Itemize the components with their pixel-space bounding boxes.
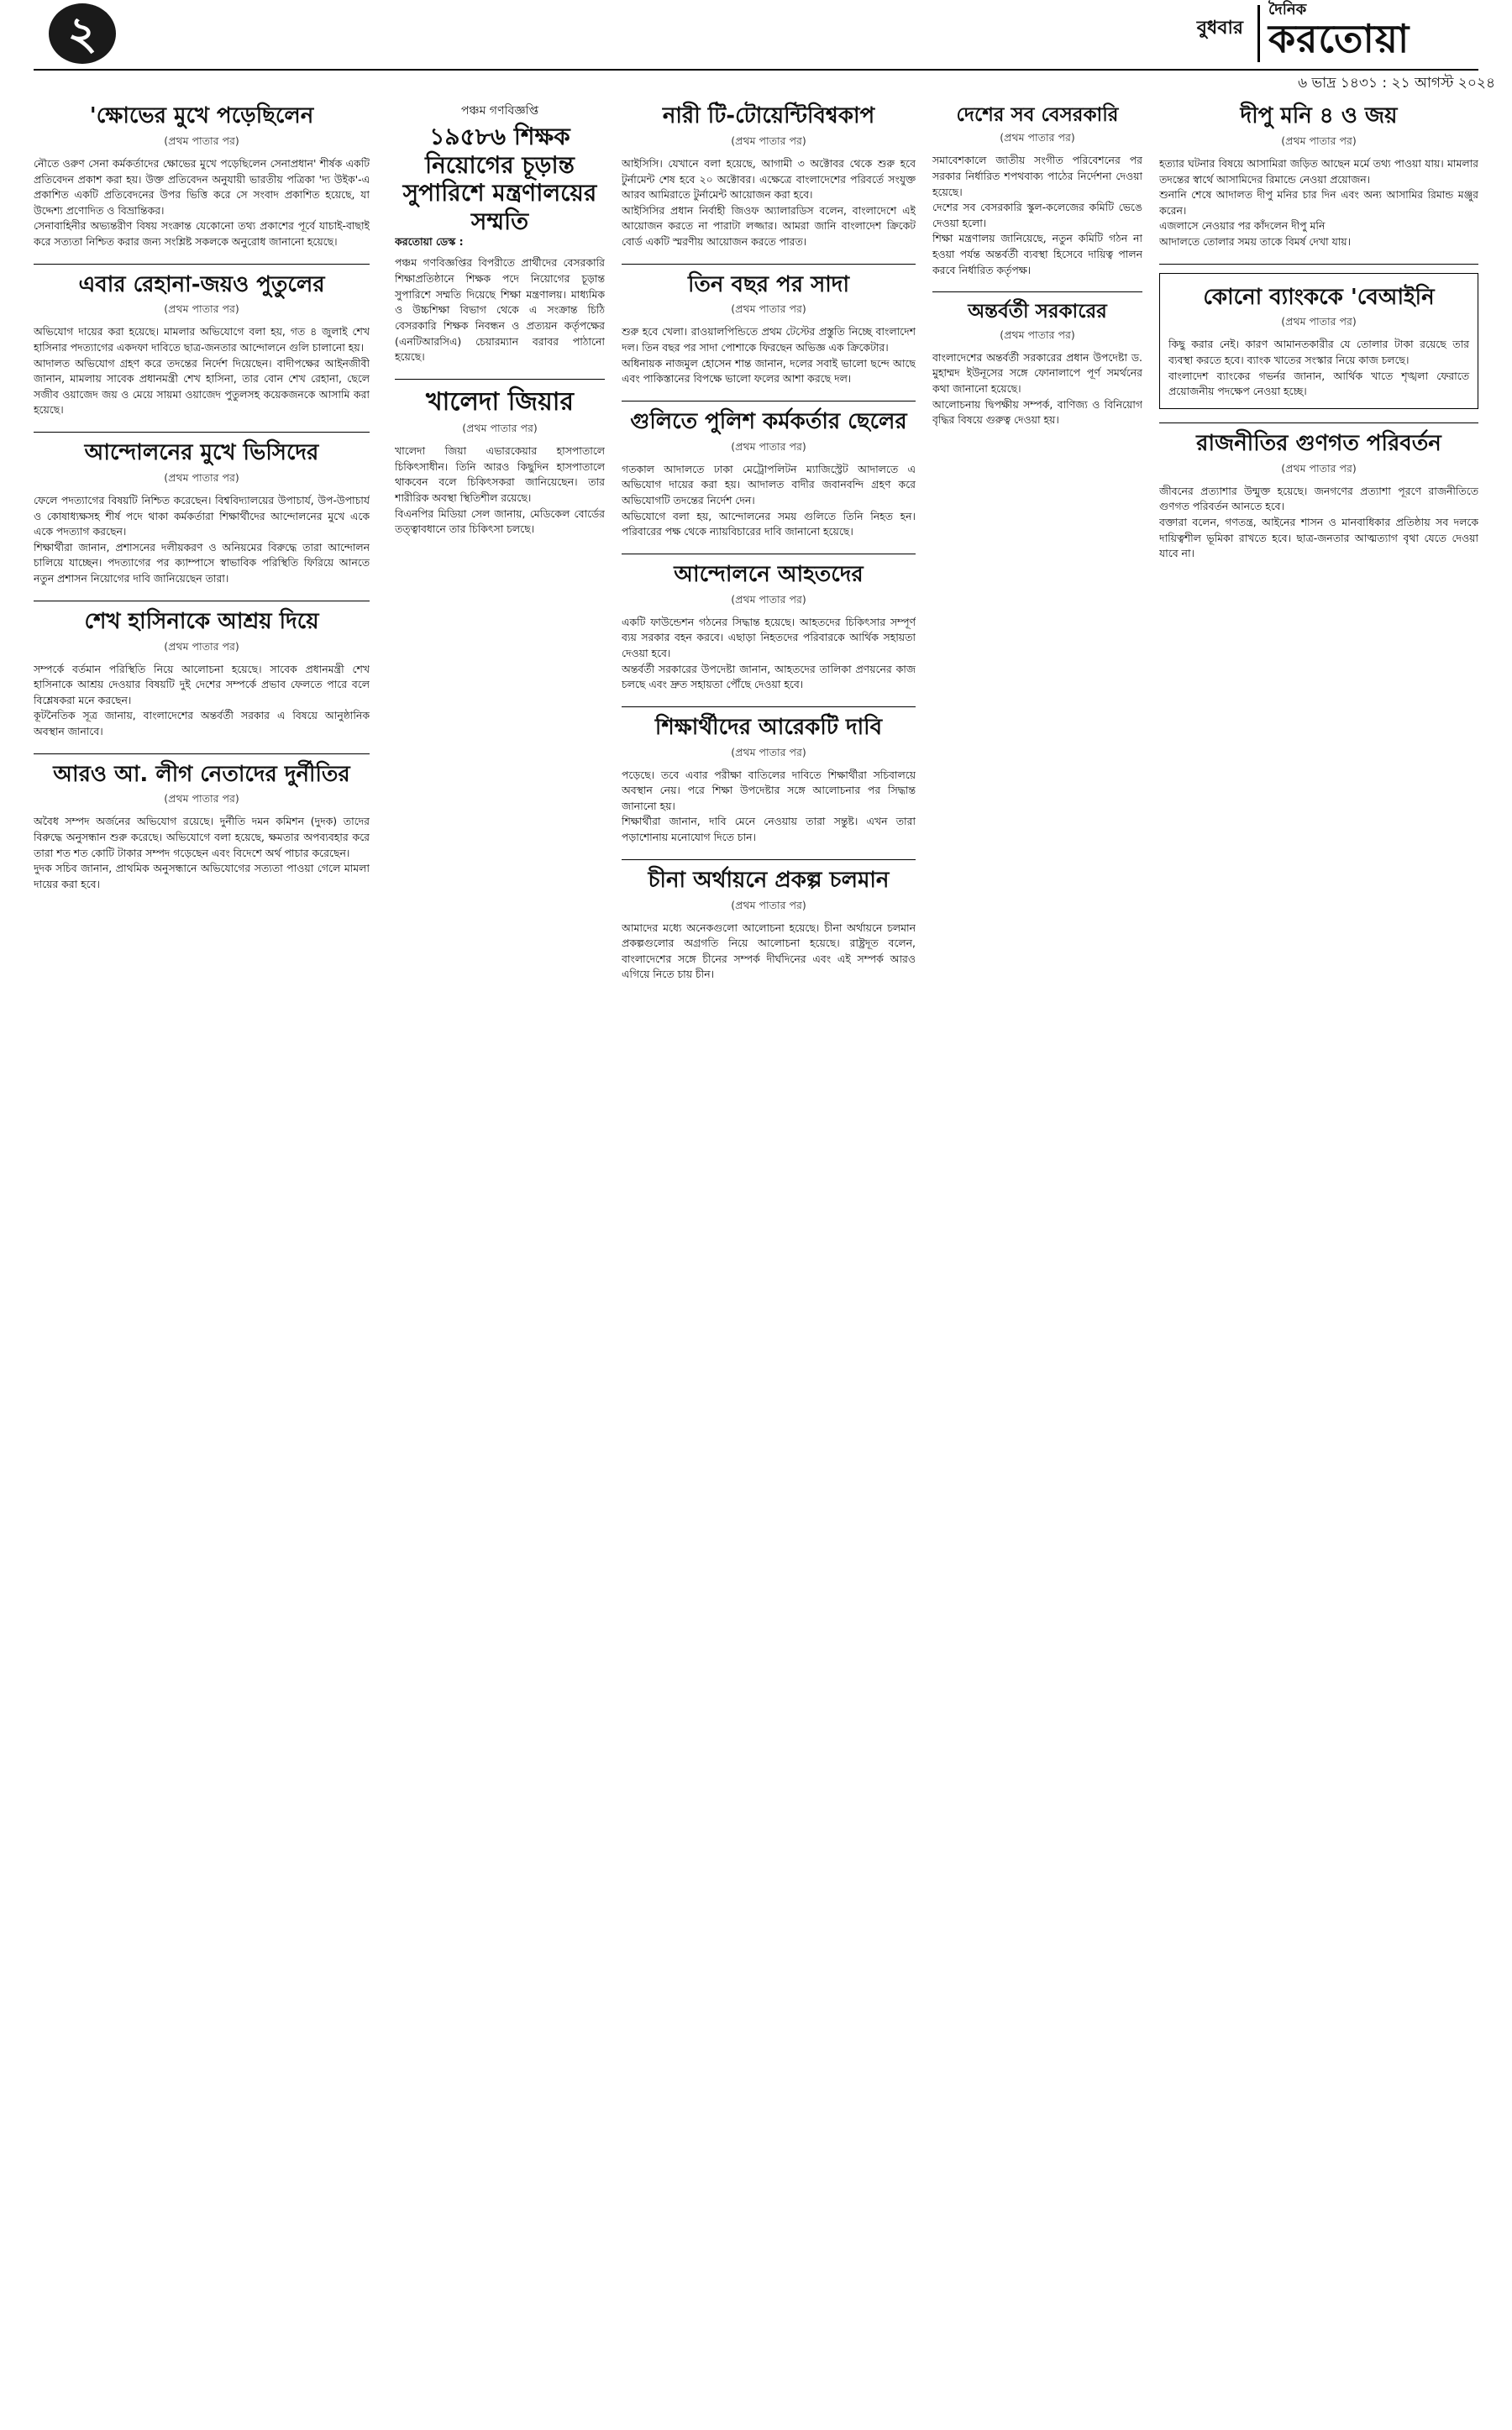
story-injured	[622, 563, 916, 693]
date-line: ৬ ভাদ্র ১৪৩১ : ২১ আগস্ট ২০২৪	[1298, 75, 1495, 92]
story-continued: (প্রথম পাতার পর)	[731, 745, 806, 758]
story-title: নারী টি-টোয়েন্টিবিশ্বকাপ	[662, 103, 875, 129]
story-hasina-asylum	[34, 610, 370, 740]
story-body: খালেদা জিয়া এভারকেয়ার হাসপাতালে চিকিৎসাধীন। তিনি আরও কিছুদিন হাসপাতালে থাকবেন বলে চিকিৎসকরা জানিয়েছেন। তার শারীরিক অবস্থা স্থিতিশীল রয়েছে। বিএনপির মিডিয়া সেল জানায়, মেডিকেল বোর্ডের তত্ত্বাবধানে তার চিকিৎসা চলছে।	[395, 444, 605, 536]
column-4	[932, 101, 1142, 2402]
day-label: বুধবার	[1196, 18, 1243, 39]
story-body: গতকাল আদালতে ঢাকা মেট্রোপলিটন ম্যাজিস্ট্রেট আদালতে এ অভিযোগ দায়ের করা হয়। আদালত বাদীর জবানবন্দি গ্রহণ করে অভিযোগটি তদন্তের নির্দেশ দেন। অভিযোগে বলা হয়, আন্দোলনের সময় গুলিতে তিনি নিহত হন। পরিবারের পক্ষ থেকে ন্যায়বিচারের দাবি জানানো হয়েছে।	[622, 462, 916, 538]
divider	[34, 753, 370, 754]
column-1	[34, 101, 370, 2402]
story-continued: (প্রথম পাতার পর)	[731, 592, 806, 606]
story-body: আইসিসি। যেখানে বলা হয়েছে, আগামী ৩ অক্টোবর থেকে শুরু হবে টুর্নামেন্ট শেষ হবে ২০ অক্টোবর। এক্ষেত্রে বাংলাদেশের পরিবর্তে সংযুক্ত আরব আমিরাতে টুর্নামেন্ট আয়োজন করা হবে। আইসিসির প্রধান নির্বাহী জিওফ অ্যালারডিস বলেন, বাংলাদেশে এই আয়োজন করতে না পারাটা লজ্জার। আমরা জানি বাংলাদেশ ক্রিকেট বোর্ড একটি স্মরণীয় আয়োজন করতে পারত।	[622, 156, 916, 248]
story-continued: (প্রথম পাতার পর)	[462, 422, 538, 435]
story-china-projects	[622, 869, 916, 983]
story-continued: (প্রথম পাতার পর)	[164, 792, 239, 806]
story-title: ১৯৫৮৬ শিক্ষক নিয়োগের চূড়ান্ত সুপারিশে মন্ত্রণালয়ের সম্মতি	[402, 123, 597, 235]
story-title: গুলিতে পুলিশ কর্মকর্তার ছেলের	[630, 408, 907, 434]
story-title: অন্তর্বর্তী সরকারের	[968, 301, 1107, 323]
story-rehana-joy	[34, 273, 370, 419]
story-continued: (প্রথম পাতার পর)	[1000, 328, 1075, 341]
story-vc-resign	[34, 441, 370, 587]
story-police-son	[622, 410, 916, 540]
story-body: নৌতে ওরুণ সেনা কর্মকর্তাদের ক্ষোভের মুখে পড়েছিলেন সেনাপ্রধান' শীর্ষক একটি প্রতিবেদন প্রকাশ করা হয়। উক্ত প্রতিবেদন অনুযায়ী ভারতীয় পত্রিকা 'দ্য উইক'-এ প্রকাশিত একটি প্রতিবেদনের উপর ভিত্তি করে সে সংবাদ প্রকাশিত হয়েছে, যা উদ্দেশ্য প্রণোদিত ও বিভ্রান্তিকর। সেনাবাহিনীর অভ্যন্তরীণ বিষয় সংক্রান্ত যেকোনো তথ্য প্রকাশের পূর্বে যাচাই-বাছাই করে সত্যতা নিশ্চিত করার জন্য সংশ্লিষ্ট সকলকে অনুরোধ জানানো হয়েছে।	[34, 156, 370, 248]
story-body: জীবনের প্রত্যাশার উন্মুক্ত হয়েছে। জনগণের প্রত্যাশা পূরণে রাজনীতিতে গুণগত পরিবর্তন আনতে হবে। বক্তারা বলেন, গণতন্ত্র, আইনের শাসন ও মানবাধিকার প্রতিষ্ঠায় সব দলকে দায়িত্বশীল ভূমিকা রাখতে হবে। ছাত্র-জনতার আত্মত্যাগ বৃথা যেতে দেওয়া যাবে না।	[1159, 484, 1478, 560]
divider	[622, 264, 916, 265]
story-private-schools	[932, 104, 1142, 278]
story-continued: (প্রথম পাতার পর)	[164, 134, 239, 147]
column-3	[622, 101, 916, 2402]
story-continued: (প্রথম পাতার পর)	[731, 134, 806, 147]
story-continued: (প্রথম পাতার পর)	[1281, 134, 1357, 147]
story-title: তিন বছর পর সাদা	[687, 271, 849, 297]
story-title: 'ক্ষোভের মুখে পড়েছিলেন	[89, 103, 314, 129]
story-body: অভিযোগ দায়ের করা হয়েছে। মামলার অভিযোগে বলা হয়, গত ৪ জুলাই শেখ হাসিনার পদত্যাগের একদফা দাবিতে ছাত্র-জনতার আন্দোলনে গুলি চালানো হয়। আদালত অভিযোগ গ্রহণ করে তদন্তের নির্দেশ দিয়েছেন। বাদীপক্ষের আইনজীবী জানান, মামলায় সাবেক প্রধানমন্ত্রী শেখ হাসিনা, তার বোন শেখ রেহানা, ছেলে সজীব ওয়াজেদ জয় ও মেয়ে সায়মা ওয়াজেদ পুতুলসহ কয়েকজনকে আসামি করা হয়েছে।	[34, 325, 370, 417]
story-title: আন্দোলনে আহতদের	[674, 561, 864, 587]
story-title: শিক্ষার্থীদের আরেকটি দাবি	[654, 714, 883, 740]
story-continued: (প্রথম পাতার পর)	[164, 302, 239, 316]
divider	[1159, 264, 1478, 265]
story-interim-govt	[932, 301, 1142, 428]
story-title: আরও আ. লীগ নেতাদের দুর্নীতির	[53, 761, 350, 787]
story-dipu-moni	[1159, 104, 1478, 250]
story-kicker: পঞ্চম গণবিজ্ঞপ্তি	[460, 104, 539, 118]
story-title: চীনা অর্থায়নে প্রকল্প চলমান	[648, 867, 890, 893]
story-army-chief	[34, 104, 370, 250]
story-title: শেখ হাসিনাকে আশ্রয় দিয়ে	[84, 608, 319, 634]
story-continued: (প্রথম পাতার পর)	[731, 439, 806, 453]
newspaper-logo	[1268, 2, 1462, 60]
story-title: দেশের সব বেসরকারি	[956, 104, 1119, 126]
story-body: বাংলাদেশের অন্তর্বর্তী সরকারের প্রধান উপদেষ্টা ড. মুহাম্মদ ইউনূসের সঙ্গে ফোনালাপে পূর্ণ সমর্থনের কথা জানানো হয়েছে। আলোচনায় দ্বিপক্ষীয় সম্পর্ক, বাণিজ্য ও বিনিয়োগ বৃদ্ধির বিষয়ে গুরুত্ব দেওয়া হয়।	[932, 350, 1142, 427]
story-body: অবৈধ সম্পদ অর্জনের অভিযোগ রয়েছে। দুর্নীতি দমন কমিশন (দুদক) তাদের বিরুদ্ধে অনুসন্ধান শুরু করেছে। অভিযোগে বলা হয়েছে, ক্ষমতার অপব্যবহার করে তারা শত শত কোটি টাকার সম্পদ গড়েছেন এবং বিদেশে অর্থ পাচার করেছেন। দুদক সচিব জানান, প্রাথমিক অনুসন্ধানে অভিযোগের সত্যতা পাওয়া গেলে মামলা দায়ের করা হবে।	[34, 815, 370, 890]
story-khaleda	[395, 388, 605, 538]
divider	[622, 401, 916, 402]
masthead-divider	[1257, 5, 1260, 62]
story-continued: (প্রথম পাতার পর)	[1000, 131, 1075, 144]
divider	[932, 291, 1142, 292]
column-2	[395, 101, 605, 2402]
story-title: কোনো ব্যাংককে 'বেআইনি	[1203, 284, 1435, 310]
story-body: সমাবেশকালে জাতীয় সংগীত পরিবেশনের পর সরকার নির্ধারিত শপথবাক্য পাঠের নির্দেশনা দেওয়া হয়েছে। দেশের সব বেসরকারি স্কুল-কলেজের কমিটি ভেঙে দেওয়া হলো। শিক্ষা মন্ত্রণালয় জানিয়েছে, নতুন কমিটি গঠন না হওয়া পর্যন্ত অন্তর্বর্তী ব্যবস্থা হিসেবে দায়িত্ব পালন করবে নির্ধারিত কর্তৃপক্ষ।	[932, 154, 1142, 276]
masthead	[34, 0, 1478, 71]
story-body: পড়েছে। তবে এবার পরীক্ষা বাতিলের দাবিতে শিক্ষার্থীরা সচিবালয়ে অবস্থান নেয়। পরে শিক্ষা উপদেষ্টার সঙ্গে আলোচনার পর সিদ্ধান্ত জানানো হয়। শিক্ষার্থীরা জানান, দাবি মেনে নেওয়ায় তারা সন্তুষ্ট। এখন তারা পড়াশোনায় মনোযোগ দিতে চান।	[622, 768, 916, 844]
story-body: আমাদের মধ্যে অনেকগুলো আলোচনা হয়েছে। চীনা অর্থায়নে চলমান প্রকল্পগুলোর অগ্রগতি নিয়ে আলোচনা হয়েছে। রাষ্ট্রদূত বলেন, বাংলাদেশের সঙ্গে চীনের সম্পর্ক দীর্ঘদিনের এবং এই সম্পর্ক আরও এগিয়ে নিতে চায় চীন।	[622, 921, 916, 981]
divider	[622, 706, 916, 707]
divider	[1159, 422, 1478, 423]
page-number: ২	[49, 3, 116, 64]
story-body: ফেলে পদত্যাগের বিষয়টি নিশ্চিত করেছেন। বিশ্ববিদ্যালয়ের উপাচার্য, উপ-উপাচার্য ও কোষাধ্যক্ষসহ শীর্ষ পদে থাকা কর্মকর্তারা শিক্ষার্থীদের আন্দোলনের মুখে একে একে পদত্যাগ করছেন। শিক্ষার্থীরা জানান, প্রশাসনের দলীয়করণ ও অনিয়মের বিরুদ্ধে তারা আন্দোলন চালিয়ে যাচ্ছেন। পদত্যাগের পর ক্যাম্পাসে স্বাভাবিক পরিস্থিতি ফিরিয়ে আনতে নতুন প্রশাসন নিয়োগের দাবি জানিয়েছেন তারা।	[34, 493, 370, 585]
story-teacher-recruit	[395, 104, 605, 365]
story-body: একটি ফাউন্ডেশন গঠনের সিদ্ধান্ত হয়েছে। আহতদের চিকিৎসার সম্পূর্ণ ব্যয় সরকার বহন করবে। এছাড়া নিহতদের পরিবারকে আর্থিক সহায়তা দেওয়া হবে। অন্তর্বর্তী সরকারের উপদেষ্টা জানান, আহতদের তালিকা প্রণয়নের কাজ চলছে এবং দ্রুত সহায়তা পৌঁছে দেওয়া হবে।	[622, 615, 916, 691]
divider	[34, 432, 370, 433]
column-5	[1159, 101, 1478, 2402]
story-continued: (প্রথম পাতার পর)	[1281, 461, 1357, 475]
story-test-return	[622, 273, 916, 387]
story-continued: (প্রথম পাতার পর)	[164, 470, 239, 484]
story-continued: (প্রথম পাতার পর)	[731, 302, 806, 316]
story-body: পঞ্চম গণবিজ্ঞপ্তির বিপরীতে প্রার্থীদের বেসরকারি শিক্ষাপ্রতিষ্ঠানে শিক্ষক পদে নিয়োগের চূড়ান্ত সুপারিশে সম্মতি দিয়েছে শিক্ষা মন্ত্রণালয়। মাধ্যমিক ও উচ্চশিক্ষা বিভাগ থেকে এ সংক্রান্ত চিঠি বেসরকারি শিক্ষক নিবন্ধন ও প্রত্যয়ন কর্তৃপক্ষের (এনটিআরসিএ) চেয়ারম্যান বরাবর পাঠানো হয়েছে।	[395, 256, 605, 364]
story-title: রাজনীতির গুণগত পরিবর্তন	[1196, 430, 1441, 456]
story-body: কিছু করার নেই। কারণ আমানতকারীর যে তোলার টাকা রয়েছে তার ব্যবস্থা করতে হবে। ব্যাংক খাতের সংস্কার নিয়ে কাজ চলছে। বাংলাদেশ ব্যাংকের গভর্নর জানান, আর্থিক খাতে শৃঙ্খলা ফেরাতে প্রয়োজনীয় পদক্ষেপ নেওয়া হচ্ছে।	[1168, 338, 1469, 398]
story-title: খালেদা জিয়ার	[425, 386, 574, 417]
logo-small-text: দৈনিক	[1268, 1, 1307, 18]
story-body: সম্পর্কে বর্তমান পরিস্থিতি নিয়ে আলোচনা হয়েছে। সাবেক প্রধানমন্ত্রী শেখ হাসিনাকে আশ্রয় দেওয়ার বিষয়টি দুই দেশের সম্পর্কে প্রভাব ফেলতে পারে বলে বিশ্লেষকরা মনে করছেন। কূটনৈতিক সূত্র জানায়, বাংলাদেশের অন্তর্বর্তী সরকার এ বিষয়ে আনুষ্ঠানিক অবস্থান জানাবে।	[34, 662, 370, 737]
divider	[622, 859, 916, 860]
story-politics-change	[1159, 432, 1478, 562]
story-byline: করতোয়া ডেস্ক :	[395, 235, 464, 249]
story-al-corruption	[34, 763, 370, 893]
story-continued: (প্রথম পাতার পর)	[164, 639, 239, 653]
divider	[34, 264, 370, 265]
divider	[395, 379, 605, 380]
story-body: শুরু হবে খেলা। রাওয়ালপিন্ডিতে প্রথম টেস্টের প্রস্তুতি নিচ্ছে বাংলাদেশ দল। তিন বছর পর সাদা পোশাকে ফিরছেন অভিজ্ঞ এক ক্রিকেটার। অধিনায়ক নাজমুল হোসেন শান্ত জানান, দলের সবাই ভালো ছন্দে আছে এবং পাকিস্তানের বিপক্ষে ভালো ফলের আশা করছে দল।	[622, 325, 916, 386]
story-body: হত্যার ঘটনার বিষয়ে আসামিরা জড়িত আছেন মর্মে তথ্য পাওয়া যায়। মামলার তদন্তের স্বার্থে আসামিদের রিমান্ডে নেওয়া প্রয়োজন। শুনানি শেষে আদালত দীপু মনির চার দিন এবং অন্য আসামির রিমান্ড মঞ্জুর করেন। এজলাসে নেওয়ার পর কাঁদলেন দীপু মনি আদালতে তোলার সময় তাকে বিমর্ষ দেখা যায়।	[1159, 156, 1478, 248]
logo-main-text: করতোয়া	[1268, 16, 1410, 61]
story-title: এবার রেহানা-জয়ও পুতুলের	[78, 271, 325, 297]
story-title: আন্দোলনের মুখে ভিসিদের	[84, 440, 319, 466]
story-title: দীপু মনি ৪ ও জয়	[1240, 103, 1398, 129]
story-continued: (প্রথম পাতার পর)	[1281, 315, 1357, 328]
story-student-demand	[622, 716, 916, 846]
story-continued: (প্রথম পাতার পর)	[731, 898, 806, 911]
story-bank	[1159, 273, 1478, 409]
story-womens-t20	[622, 104, 916, 250]
